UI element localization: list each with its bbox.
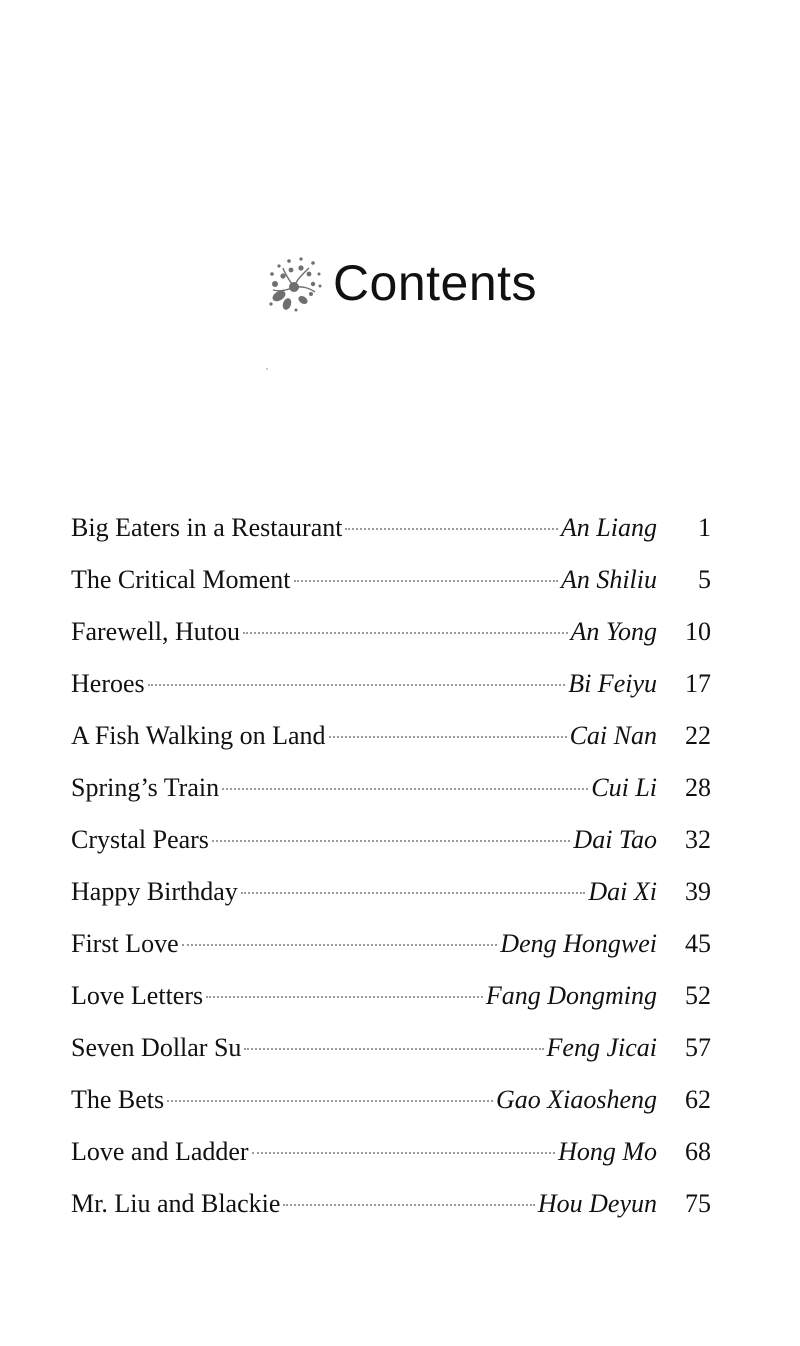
toc-entry-title: Crystal Pears	[71, 825, 209, 854]
toc-entry-author: Cai Nan	[569, 721, 657, 750]
toc-entry-page: 52	[685, 981, 711, 1010]
dot-leader	[244, 1048, 543, 1050]
toc-entry-title: The Critical Moment	[71, 565, 291, 594]
toc-entry-page: 75	[685, 1189, 711, 1218]
dot-leader	[345, 528, 557, 530]
toc-entry-title: Big Eaters in a Restaurant	[71, 513, 343, 542]
toc-entry-author: Hou Deyun	[537, 1189, 657, 1218]
page-title: Contents	[332, 255, 538, 311]
toc-entry-author: Bi Feiyu	[568, 669, 657, 698]
toc-entry-author: Dai Tao	[573, 825, 657, 854]
toc-entry[interactable]	[71, 508, 711, 560]
toc-entry-page: 39	[685, 877, 711, 906]
dot-leader	[182, 944, 498, 946]
toc-entry-title: Love and Ladder	[71, 1137, 249, 1166]
toc-entry-page: 1	[698, 513, 711, 542]
print-speck	[266, 368, 268, 370]
toc-entry-page: 45	[685, 929, 711, 958]
dot-leader	[241, 892, 586, 894]
dot-leader	[243, 632, 568, 634]
toc-entry-title: Love Letters	[71, 981, 204, 1010]
toc-entry-title: Seven Dollar Su	[71, 1033, 242, 1062]
toc-entry-author: Feng Jicai	[546, 1033, 657, 1062]
page-header	[0, 250, 800, 316]
dot-leader	[212, 840, 571, 842]
toc-entry-title: Heroes	[71, 669, 145, 698]
toc-entry-page: 10	[685, 617, 711, 646]
toc-entry[interactable]	[71, 1080, 711, 1132]
toc-entry[interactable]	[71, 1132, 711, 1184]
toc-entry-author: Hong Mo	[558, 1137, 657, 1166]
toc-entry-author: Gao Xiaosheng	[495, 1085, 657, 1114]
toc-entry-title: First Love	[71, 929, 179, 958]
dot-leader	[252, 1152, 555, 1154]
table-of-contents	[71, 508, 711, 1236]
toc-entry-title: Farewell, Hutou	[71, 617, 240, 646]
toc-entry-page: 5	[698, 565, 711, 594]
toc-entry[interactable]	[71, 664, 711, 716]
toc-entry[interactable]	[71, 924, 711, 976]
toc-entry-author: An Shiliu	[560, 565, 657, 594]
toc-entry-author: Cui Li	[591, 773, 657, 802]
toc-entry[interactable]	[71, 716, 711, 768]
dot-leader	[167, 1100, 493, 1102]
toc-entry-page: 68	[685, 1137, 711, 1166]
toc-entry-page: 57	[685, 1033, 711, 1062]
toc-entry-title: A Fish Walking on Land	[71, 721, 326, 750]
toc-entry[interactable]	[71, 612, 711, 664]
toc-entry-title: Spring’s Train	[71, 773, 220, 802]
floral-ornament-icon	[263, 254, 325, 316]
dot-leader	[206, 996, 483, 998]
dot-leader	[222, 788, 588, 790]
toc-entry-title: The Bets	[71, 1085, 165, 1114]
toc-entry-title: Happy Birthday	[71, 877, 238, 906]
toc-entry[interactable]	[71, 1028, 711, 1080]
dot-leader	[283, 1204, 534, 1206]
toc-entry[interactable]	[71, 820, 711, 872]
toc-entry-author: An Yong	[570, 617, 657, 646]
dot-leader	[294, 580, 558, 582]
toc-entry[interactable]	[71, 976, 711, 1028]
dot-leader	[148, 684, 566, 686]
toc-entry-author: Dai Xi	[588, 877, 657, 906]
toc-entry-page: 22	[685, 721, 711, 750]
toc-entry-page: 62	[685, 1085, 711, 1114]
toc-entry-author: Deng Hongwei	[500, 929, 657, 958]
toc-entry[interactable]	[71, 768, 711, 820]
toc-entry-title: Mr. Liu and Blackie	[71, 1189, 281, 1218]
toc-entry-page: 17	[685, 669, 711, 698]
toc-entry[interactable]	[71, 560, 711, 612]
toc-entry[interactable]	[71, 872, 711, 924]
toc-entry-author: An Liang	[560, 513, 657, 542]
toc-entry-page: 28	[685, 773, 711, 802]
dot-leader	[329, 736, 567, 738]
toc-entry-page: 32	[685, 825, 711, 854]
toc-entry-author: Fang Dongming	[485, 981, 657, 1010]
toc-entry[interactable]	[71, 1184, 711, 1236]
